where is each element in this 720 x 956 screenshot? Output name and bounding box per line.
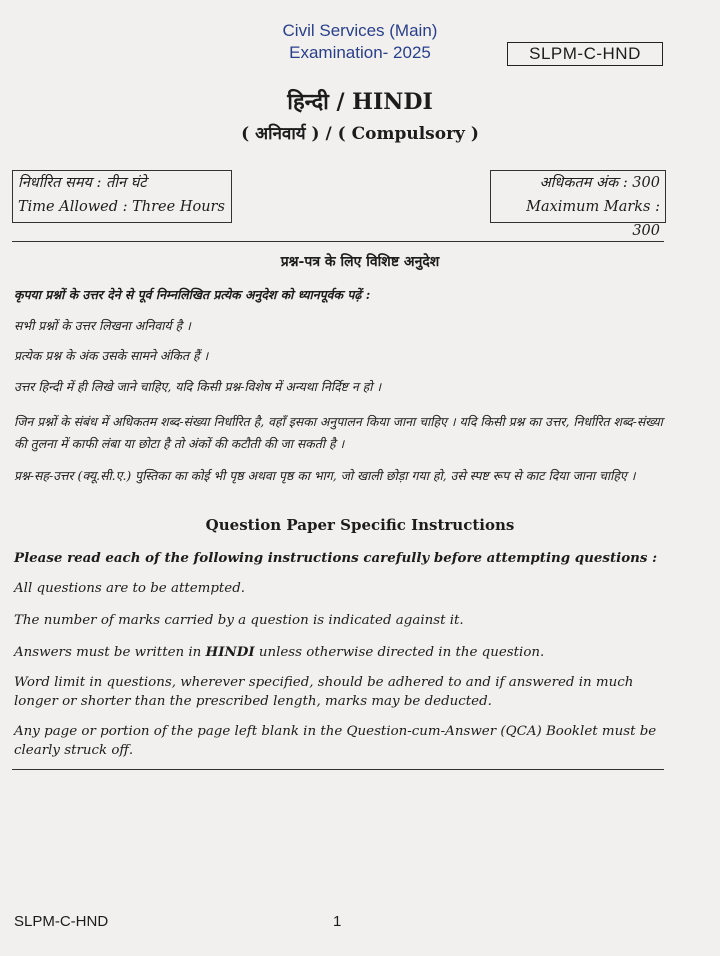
subject-subtitle: ( अनिवार्य ) / ( Compulsory ) (241, 124, 479, 144)
hindi-instruction-2: प्रत्येक प्रश्न के अंक उसके सामने अंकित हैं । (14, 348, 209, 363)
english-instructions-intro: Please read each of the following instructions carefully before attempting questions : (14, 550, 658, 566)
english-instruction-3 (14, 643, 666, 662)
footer-paper-code: SLPM-C-HND (14, 913, 109, 930)
time-allowed-box (12, 170, 232, 223)
answer-language-prefix: Answers must be written in (14, 645, 206, 660)
maximum-marks-hindi: अधिकतम अंक : 300 (539, 175, 660, 191)
time-allowed-hindi: निर्धारित समय : तीन घंटे (18, 175, 147, 191)
hindi-instruction-5: प्रश्न-सह-उत्तर (क्यू.सी.ए.) पुस्तिका का कोई भी पृष्ठ अथवा पृष्ठ का भाग, जो खाली छोड़ा गया हो, उसे स्पष्ट रूप से काट दिया जाना चाहिए । (14, 468, 636, 483)
english-instruction-1: All questions are to be attempted. (14, 581, 246, 596)
english-instructions-title: Question Paper Specific Instructions (205, 516, 515, 534)
exam-name-line2: Examination- 2025 (289, 43, 431, 62)
hindi-instruction-1: सभी प्रश्नों के उत्तर लिखना अनिवार्य है । (14, 318, 191, 333)
time-allowed-english: Time Allowed : Three Hours (18, 199, 225, 215)
answer-language-suffix: unless otherwise directed in the question. (254, 645, 545, 660)
english-instruction-5: Any page or portion of the page left blank in the Question-cum-Answer (QCA) Booklet must be clearly struck off. (14, 724, 657, 758)
paper-code-box: SLPM-C-HND (507, 42, 663, 66)
divider-bottom (12, 769, 664, 770)
maximum-marks-english: Maximum Marks : 300 (526, 199, 660, 239)
maximum-marks-box (490, 170, 666, 239)
hindi-instruction-4: जिन प्रश्नों के संबंध में अधिकतम शब्द-संख्या निर्धारित है, वहाँ इसका अनुपालन किया जाना चाहिए । यदि किसी प्रश्न का उत्तर, निर्धारित शब्द-संख्या की तुलना में काफी लंबा या छोटा है तो अंकों की कटौती की जा सकती है । (14, 414, 663, 451)
exam-name-line1: Civil Services (Main) (282, 21, 438, 40)
divider-top (12, 241, 664, 242)
answer-language-bold: HINDI (205, 644, 255, 660)
english-instruction-2: The number of marks carried by a question is indicated against it. (14, 613, 464, 628)
hindi-instructions-title: प्रश्न-पत्र के लिए विशिष्ट अनुदेश (280, 254, 440, 270)
hindi-instructions-intro: कृपया प्रश्नों के उत्तर देने से पूर्व निम्नलिखित प्रत्येक अनुदेश को ध्यानपूर्वक पढ़ें : (14, 287, 371, 302)
hindi-instruction-3: उत्तर हिन्दी में ही लिखे जाने चाहिए, यदि किसी प्रश्न-विशेष में अन्यथा निर्दिष्ट न हो । (14, 379, 382, 394)
footer-page-number: 1 (333, 913, 342, 930)
english-instruction-4: Word limit in questions, wherever specified, should be adhered to and if answered in much longer or shorter than the prescribed length, marks may be deducted. (14, 675, 634, 709)
subject-title: हिन्दी / HINDI (287, 89, 433, 115)
